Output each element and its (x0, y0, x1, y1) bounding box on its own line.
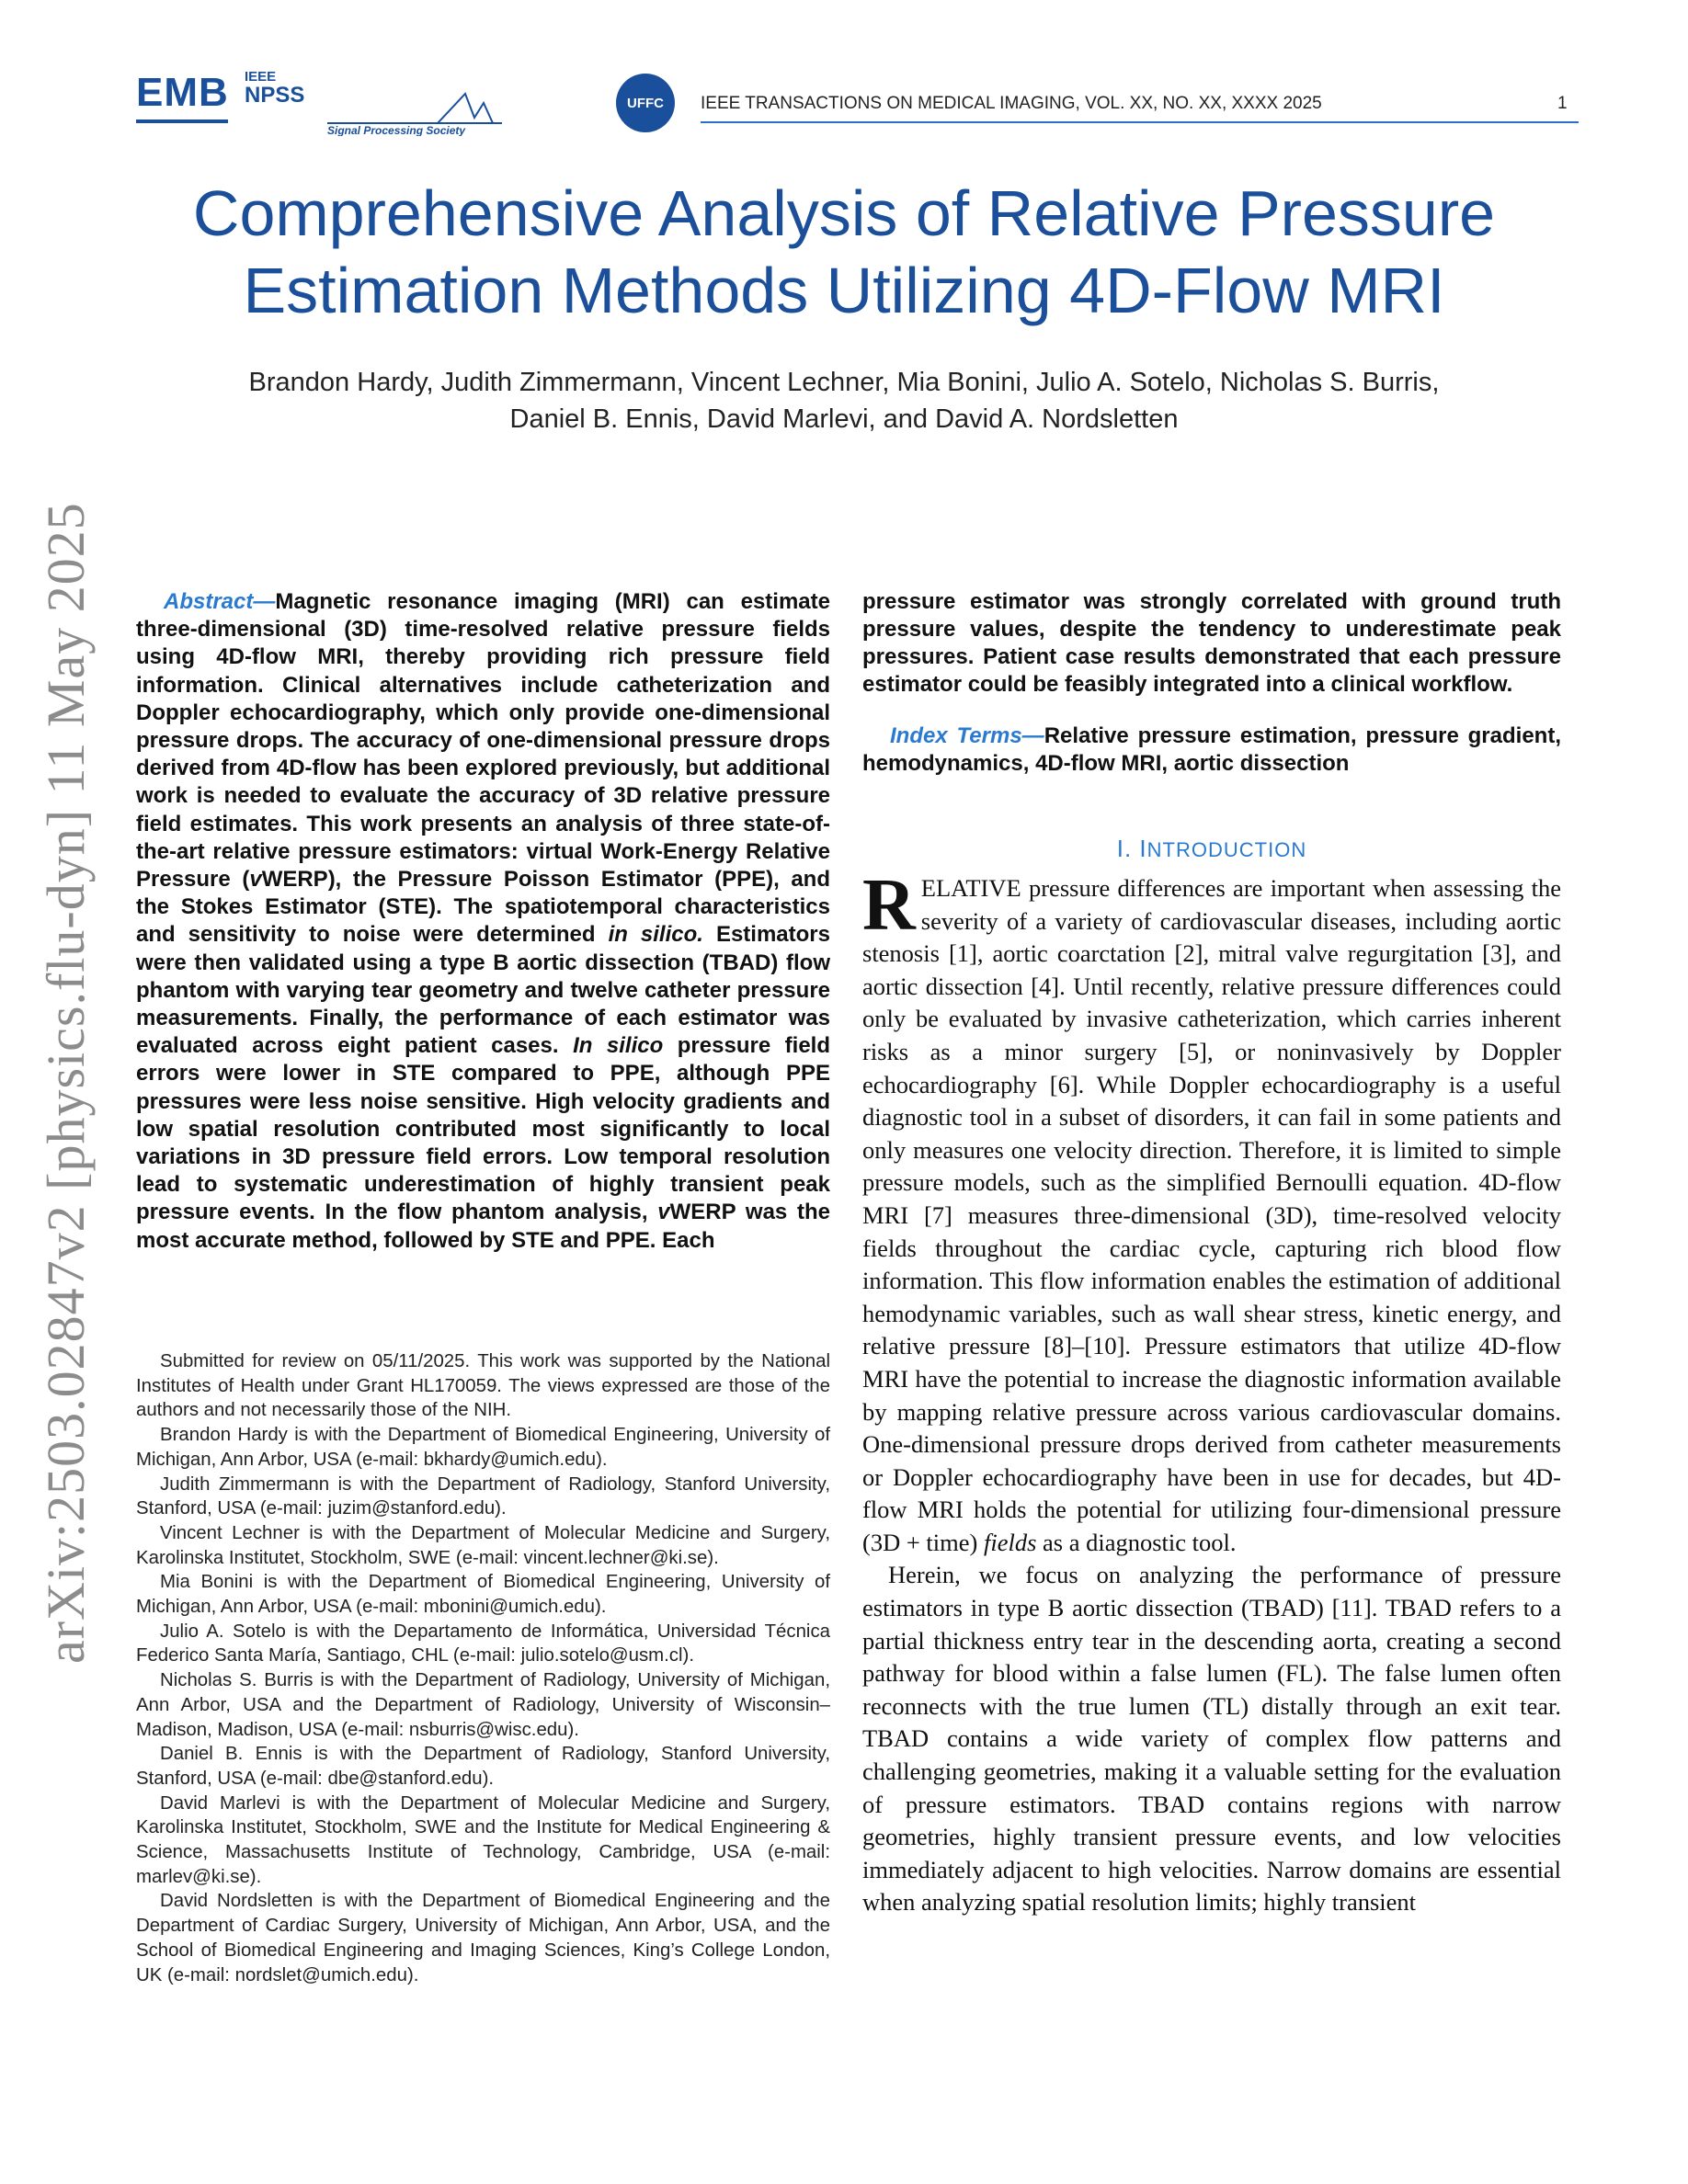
left-column (136, 588, 830, 1255)
intro-paragraph-2: Herein, we focus on analyzing the performance of pressure estimators in type B aortic dissection (TBAD) [11]. TBAD refers to a partial thickness entry tear in the descending aorta, creating a second pathway for blood within a false lumen (FL). The false lumen often reconnects with the true lumen (TL) distally through an exit tear. TBAD contains a wide variety of complex flow patterns and challenging geometries, making it a valuable setting for the evaluation of pressure estimators. TBAD contains regions with narrow geometries, highly transient pressure events, and low velocities immediately adjacent to high velocities. Narrow domains are essential when analyzing spatial resolution limits; highly transient (862, 1561, 1561, 1917)
intro-paragraph-1: RELATIVE pressure differences are important when assessing the severity of a variety of cardiovascular diseases, including aortic stenosis [1], aortic coarctation [2], mitral valve regurgitation [3], and aortic dissection [4]. Until recently, relative pressure differences could only be evaluated by invasive catheterization, which carries inherent risks as a minor surgery [5], or noninvasively by Doppler echocardiography [6]. While Doppler echocardiography is a useful diagnostic tool in a subset of disorders, it can fail in some patients and only measures one velocity direction. Therefore, it is limited to simple pressure models, such as the simplified Bernoulli equation. 4D-flow MRI [7] measures three-dimensional (3D), time-resolved velocity fields throughout the cardiac cycle, capturing rich blood flow information. This flow information enables the estimation of additional hemodynamic variables, such as wall shear stress, kinetic energy, and relative pressure [8]–[10]. Pressure estimators that utilize 4D-flow MRI have the potential to increase the diagnostic information available by mapping relative pressure across various cardiovascular domains. One-dimensional pressure drops derived from catheter measurements or Doppler echocardiography have been in use for decades, but 4D-flow MRI holds the potential for utilizing four-dimensional pressure (3D + time) fields as a diagnostic tool. (862, 865, 1561, 1556)
footnote-item: Vincent Lechner is with the Department of Molecular Medicine and Surgery, Karolinska Institutet, Stockholm, SWE (e-mail: vincent.lechner@ki.se). (136, 1522, 830, 1568)
header-logos (136, 63, 679, 136)
journal-name: IEEE TRANSACTIONS ON MEDICAL IMAGING, VOL. XX, NO. XX, XXXX 2025 (701, 94, 1322, 113)
title-line-2: Estimation Methods Utilizing 4D-Flow MRI (243, 255, 1445, 326)
authors-line-2: Daniel B. Ennis, David Marlevi, and David A. Nordsletten (509, 404, 1179, 434)
page-number: 1 (1557, 94, 1568, 113)
footnote-item: Mia Bonini is with the Department of Biomedical Engineering, University of Michigan, Ann Arbor, USA (e-mail: mbonini@umich.edu). (136, 1572, 830, 1618)
footnote-item: Daniel B. Ennis is with the Department of Radiology, Stanford University, Stanford, USA (e-mail: dbe@stanford.edu). (136, 1744, 830, 1789)
footnote-item: Judith Zimmermann is with the Department of Radiology, Stanford University, Stanford, USA (e-mail: juzim@stanford.edu). (136, 1473, 830, 1519)
footnote-item: David Marlevi is with the Department of Molecular Medicine and Surgery, Karolinska Institutet, Stockholm, SWE and the Institute for Medical Engineering & Science, Massachusetts Institute of Technology, Cambridge, USA (e-mail: marlev@ki.se). (136, 1792, 830, 1887)
author-list (92, 364, 1596, 438)
footnote-item: Nicholas S. Burris is with the Department of Radiology, University of Michigan, Ann Arbor, USA and the Department of Radiology, University of Wisconsin–Madison, Madison, USA (e-mail: nsburris@wisc.edu). (136, 1670, 830, 1740)
index-terms: Index Terms—Relative pressure estimation, pressure gradient, hemodynamics, 4D-flow MRI, aortic dissection (862, 723, 1561, 776)
right-column (862, 588, 1561, 1919)
uffc-logo: UFFC (616, 74, 675, 132)
arxiv-identifier-stamp: arXiv:2503.02847v2 [physics.flu-dyn] 11 May 2025 (36, 502, 96, 1664)
signal-processing-society-graphic (327, 90, 511, 136)
authors-line-1: Brandon Hardy, Judith Zimmermann, Vincent Lechner, Mia Bonini, Julio A. Sotelo, Nicholas S. Burris, (248, 368, 1440, 397)
abstract-label: Abstract— (164, 589, 276, 614)
footnote-item: David Nordsletten is with the Department of Biomedical Engineering and the Department of Cardiac Surgery, University of Michigan, Ann Arbor, USA, and the School of Biomedical Engineering and Imaging Sciences, King’s College London, UK (e-mail: nordslet@umich.edu). (136, 1891, 830, 1985)
title-line-1: Comprehensive Analysis of Relative Pressure (192, 177, 1496, 249)
footnote-item: Julio A. Sotelo is with the Departamento de Informática, Universidad Técnica Federico Santa María, Santiago, CHL (e-mail: julio.sotelo@usm.cl). (136, 1621, 830, 1666)
abstract: Abstract—Magnetic resonance imaging (MRI) can estimate three-dimensional (3D) time-resolved relative pressure fields using 4D-flow MRI, thereby providing rich pressure field information. Clinical alternatives include catheterization and Doppler echocardiography, which only provide one-dimensional pressure drops. The accuracy of one-dimensional pressure drops derived from 4D-flow has been explored previously, but additional work is needed to evaluate the accuracy of 3D relative pressure field estimates. This work presents an analysis of three state-of-the-art relative pressure estimators: virtual Work-Energy Relative Pressure (vWERP), the Pressure Poisson Estimator (PPE), and the Stokes Estimator (STE). The spatiotemporal characteristics and sensitivity to noise were determined in silico. Estimators were then validated using a type B aortic dissection (TBAD) flow phantom with varying tear geometry and twelve catheter pressure measurements. Finally, the performance of each estimator was evaluated across eight patient cases. In silico pressure field errors were lower in STE compared to PPE, although PPE pressures were less noise sensitive. High velocity gradients and low spatial resolution contributed most significantly to local variations in 3D pressure field errors. Low temporal resolution lead to systematic underestimation of highly transient peak pressure events. In the flow phantom analysis, vWERP was the most accurate method, followed by STE and PPE. Each (136, 589, 831, 1253)
sps-text: Signal Processing Society (327, 124, 466, 136)
section-heading-introduction: I. INTRODUCTION (1116, 835, 1307, 862)
header-rule (701, 121, 1579, 123)
signal-processing-society-logo (327, 90, 511, 136)
abstract-continued: pressure estimator was strongly correlated with ground truth pressure values, despite the tendency to underestimate peak pressures. Patient case results demonstrated that each pressure estimator could be feasibly integrated into a clinical workflow. (862, 589, 1561, 697)
index-terms-label: Index Terms— (890, 723, 1044, 748)
ieee-npss-logo: IEEE NPSS (245, 69, 305, 108)
footnote-item: Brandon Hardy is with the Department of Biomedical Engineering, University of Michigan, Ann Arbor, USA (e-mail: bkhardy@umich.edu). (136, 1425, 830, 1470)
author-footnotes (136, 1349, 830, 1987)
footnote-item: Submitted for review on 05/11/2025. This work was supported by the National Institutes of Health under Grant HL170059. The views expressed are those of the authors and not necessarily those of the NIH. (136, 1351, 830, 1421)
paper-title (92, 175, 1596, 329)
emb-logo: EMB (136, 70, 229, 115)
drop-cap: R (862, 865, 916, 946)
emb-logo-underline (136, 119, 228, 123)
